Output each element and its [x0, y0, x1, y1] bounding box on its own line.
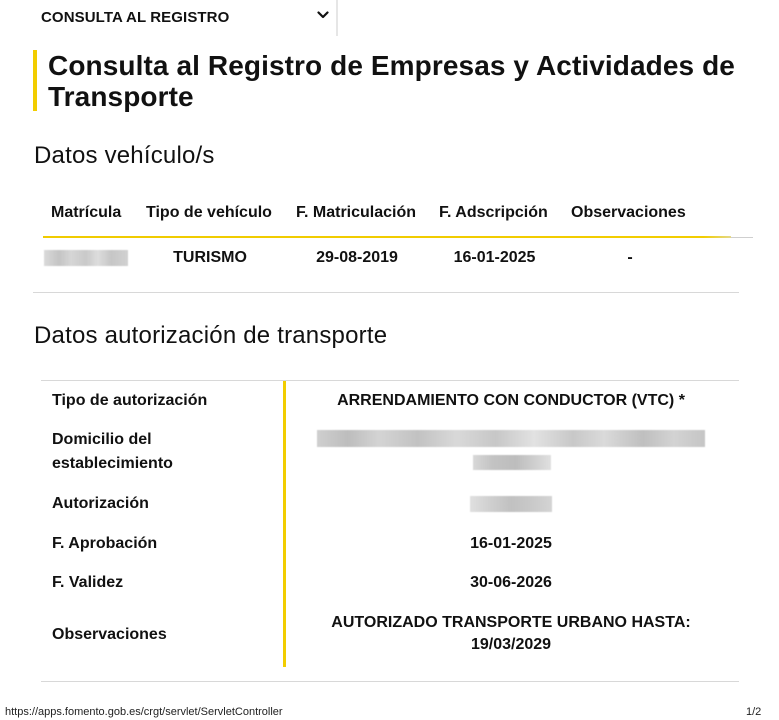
- chevron-down-icon: [317, 10, 329, 20]
- label-domicilio: Domicilio del establecimiento: [52, 431, 173, 472]
- redacted-domicilio-line2: [473, 455, 551, 470]
- authorization-divider: [283, 381, 286, 667]
- vehicles-table: [33, 193, 739, 293]
- page-title: Consulta al Registro de Empresas y Actividades de Transporte: [48, 50, 735, 112]
- label-observaciones: Observaciones: [52, 626, 167, 643]
- cell-f-matriculacion: 29-08-2019: [316, 249, 398, 266]
- authorization-heading: Datos autorización de transporte: [34, 322, 388, 349]
- authorization-table: [41, 380, 739, 682]
- value-f-validez: 30-06-2026: [470, 574, 552, 591]
- registro-dropdown[interactable]: [30, 0, 338, 36]
- registro-dropdown-label: CONSULTA AL REGISTRO: [41, 9, 230, 26]
- footer-url: https://apps.fomento.gob.es/crgt/servlet/ServletController: [5, 706, 283, 718]
- cell-f-adscripcion: 16-01-2025: [453, 249, 536, 266]
- col-header-observaciones: Observaciones: [571, 204, 686, 221]
- label-tipo-autorizacion: Tipo de autorización: [52, 392, 208, 409]
- label-f-aprobacion: F. Aprobación: [52, 535, 158, 552]
- redacted-matricula: [44, 250, 128, 266]
- redacted-autorizacion: [470, 496, 552, 512]
- label-autorizacion: Autorización: [52, 495, 149, 512]
- header-underline-end: [731, 237, 753, 238]
- vehicles-heading: Datos vehículo/s: [34, 142, 215, 169]
- value-f-aprobacion: 16-01-2025: [470, 535, 552, 552]
- footer-page-number: 1/2: [746, 706, 762, 718]
- value-observaciones: AUTORIZADO TRANSPORTE URBANO HASTA: 19/03/2029: [331, 614, 691, 653]
- cell-tipo-vehiculo: TURISMO: [173, 249, 247, 266]
- title-accent-bar: [33, 50, 37, 111]
- value-tipo-autorizacion: ARRENDAMIENTO CON CONDUCTOR (VTC) *: [337, 392, 685, 409]
- label-f-validez: F. Validez: [52, 574, 124, 591]
- header-underline: [43, 236, 731, 238]
- cell-observaciones: -: [627, 249, 633, 266]
- col-header-f-adscripcion: F. Adscripción: [439, 204, 548, 221]
- col-header-tipo-vehiculo: Tipo de vehículo: [146, 204, 272, 221]
- col-header-f-matriculacion: F. Matriculación: [296, 204, 417, 221]
- redacted-domicilio-line1: [317, 430, 705, 447]
- col-header-matricula: Matrícula: [51, 204, 122, 221]
